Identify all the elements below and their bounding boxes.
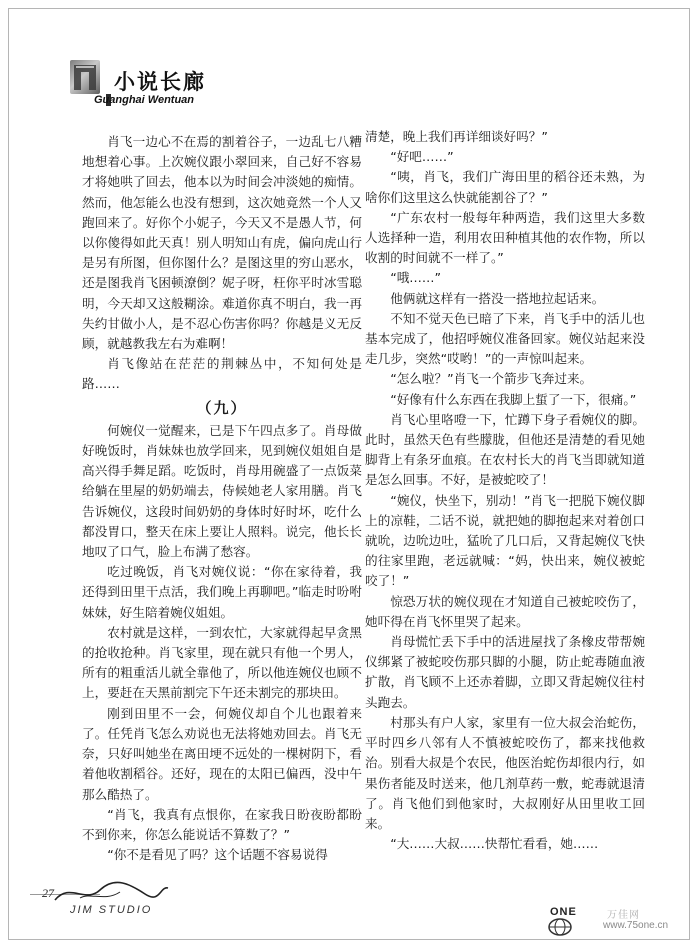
- paragraph: “咦，肖飞，我们广海田里的稻谷还未熟，为啥你们这里这么快就能割谷了？”: [365, 169, 645, 205]
- studio-name: JIM STUDIO: [70, 904, 153, 916]
- paragraph: 肖母慌忙丢下手中的活进屋找了条橡皮带帮婉仪绑紧了被蛇咬伤那只脚的小腿，防止蛇毒随血液扩散，肖飞顾不上还赤着脚，立即又背起婉仪往村头跑去。: [365, 634, 645, 710]
- paragraph: “广东农村一般每年种两造，我们这里大多数人选择种一造，利用农田种植其他的农作物，所以收割的时间就不一样了。”: [365, 209, 645, 266]
- paragraph: “肖飞，我真有点恨你，在家我日盼夜盼都盼不到你来，你怎么能说话不算数了？”: [82, 806, 362, 842]
- paragraph: 肖飞一边心不在焉的割着谷子，一边乱七八糟地想着心事。上次婉仪跟小翠回来，自己好不容易才将她哄了回去，他本以为时间会冲淡她的痴情。然而，他怎能么也没有想到，这次她竟然一个人又跑回来了。好你个小妮子，今天又不是愚人节，何以你傻得如此天真！别人明知山有虎，偏向虎山行是另有所图，但你图什么？是图这里的穷山恶水，还是图我肖飞困顿潦倒？妮子呀，枉你平时冰雪聪明，今天却又这般糊涂。难道你真不明白，我一再失约甘做小人，是不忍心伤害你吗？你越是义无反顾，就越教我左右为难啊！: [82, 134, 362, 352]
- paragraph: “怎么啦？”肖飞一个箭步飞奔过来。: [390, 371, 593, 387]
- paragraph: “好像有什么东西在我脚上蜇了一下，很痛。”: [390, 391, 637, 407]
- paragraph: “婉仪，快坐下，别动！”肖飞一把脱下婉仪脚上的凉鞋，二话不说，就把她的脚抱起来对着创口就吮，边吮边吐，猛吮了几口后，又背起婉仪飞快的往家里跑，老远就喊：“妈，快出来，婉仪被蛇咬了！”: [365, 492, 645, 589]
- page-number: 27: [42, 886, 54, 900]
- paragraph: 他俩就这样有一搭没一搭地拉起话来。: [390, 290, 605, 306]
- column-title: 小说长廊: [114, 70, 206, 94]
- paragraph: “好吧……”: [390, 149, 454, 165]
- column-header: [70, 60, 370, 110]
- page-footer: [30, 880, 330, 930]
- paragraph: 肖飞像站在茫茫的荆棘丛中，不知何处是路……: [82, 356, 362, 392]
- paragraph: 吃过晚饭，肖飞对婉仪说：“你在家待着，我还得到田里干点活，我们晚上再聊吧。”临走时吩咐妹妹，好生陪着婉仪姐姐。: [82, 564, 362, 620]
- watermark-site-name: 万佳网: [607, 910, 640, 921]
- paragraph: 肖飞心里咯噔一下，忙蹲下身子看婉仪的脚。此时，虽然天色有些朦胧，但他还是清楚的看见她脚背上有条牙血痕。在农村长大的肖飞当即就知道是怎么回事。不好，是被蛇咬了！: [365, 411, 645, 488]
- left-column: [82, 132, 362, 865]
- paragraph: 农村就是这样，一到农忙，大家就得起早贪黑的抢收抢种。肖飞家里，现在就只有他一个男人，所有的粗重活儿就全靠他了，所以他连婉仪也顾不上，要赶在天黑前割完下午还未割完的那块田。: [82, 624, 362, 701]
- chapter-heading: （九）: [196, 398, 248, 417]
- watermark: [545, 906, 685, 936]
- right-column: [365, 127, 645, 854]
- paragraph: “你不是看见了吗？这个话题不容易说得: [107, 847, 328, 863]
- paragraph: 不知不觉天色已暗了下来，肖飞手中的活儿也基本完成了，他招呼婉仪准备回家。婉仪站起来没走几步，突然“哎哟！”的一声惊叫起来。: [365, 310, 645, 367]
- watermark-url: www.75one.cn: [603, 920, 669, 931]
- studio-signature-icon: [50, 880, 170, 906]
- paragraph: “大……大叔……快帮忙看看，她……: [390, 836, 599, 852]
- column-logo-icon: [70, 60, 100, 94]
- globe-icon: [547, 918, 573, 936]
- paragraph: 清楚，晚上我们再详细谈好吗？”: [365, 129, 548, 144]
- paragraph: 刚到田里不一会，何婉仪却自个儿也跟着来了。任凭肖飞怎么劝说也无法将她劝回去。肖飞无奈，只好叫她坐在离田埂不远处的一棵树阴下，看着他收割稻谷。还好，现在的太阳已偏西，没中午那么酷热了。: [82, 705, 362, 802]
- paragraph: “哦……”: [390, 270, 442, 286]
- paragraph: 惊恐万状的婉仪现在才知道自己被蛇咬伤了，她吓得在肖飞怀里哭了起来。: [365, 593, 645, 629]
- paragraph: 何婉仪一觉醒来，已是下午四点多了。肖母做好晚饭时，肖妹妹也放学回来，见到婉仪姐姐自是高兴得手舞足蹈。吃饭时，肖母用碗盛了一点饭菜给躺在里屋的奶奶端去，侍候她老人家用膳。肖飞告诉婉仪，这段时间奶奶的身体时好时坏，吃什么都没胃口，整天在床上要让人照料。说完，他长长地叹了口气，脸上布满了愁容。: [82, 422, 362, 560]
- paragraph: 村那头有户人家，家里有一位大叔会治蛇伤，平时四乡八邻有人不慎被蛇咬伤了，都来找他救治。别看大叔是个农民，他医治蛇伤却很内行，如果伤者能及时送来，他几剂草药一敷，蛇毒就退清了。肖飞他们到他家时，大叔刚好从田里收工回来。: [365, 714, 645, 831]
- watermark-brand: ONE: [550, 906, 577, 918]
- column-pinyin: Guanghai Wentuan: [94, 94, 195, 106]
